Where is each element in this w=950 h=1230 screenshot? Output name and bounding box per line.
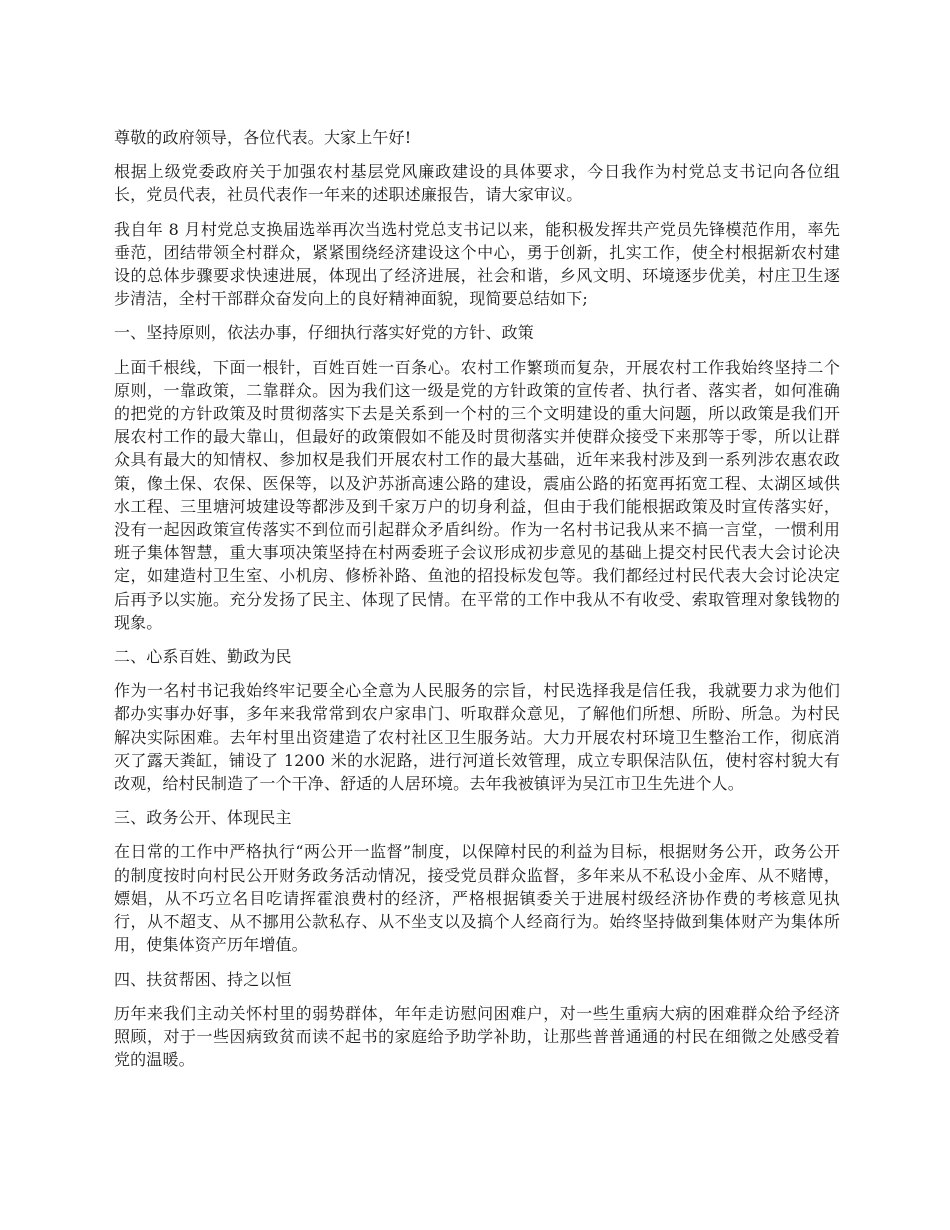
section-heading-principles: 一、坚持原则，依法办事，仔细执行落实好党的方针、政策: [114, 323, 534, 343]
transparency-paragraph: 在日常的工作中严格执行“两公开一监督”制度，以保障村民的利益为目标，根据财务公开，政务公开的制度按时向村民公开财务政务活动情况，接受党员群众监督，多年来从不私设小金库、从不赌博，嫖娼，从不巧立名目吃请挥霍浪费村的经济，严格根据镇委关于进展村级经济协作费的考核意见执行，从不超支、从不挪用公款私存、从不坐支以及搞个人经商行为。始终坚持做到集体财产为集体所用，使集体资产历年增值。: [114, 842, 840, 955]
greeting-paragraph: 尊敬的政府领导，各位代表。大家上午好!: [114, 128, 412, 147]
section-heading-people: 二、心系百姓、勤政为民: [114, 647, 292, 667]
people-paragraph: 作为一名村书记我始终牢记要全心全意为人民服务的宗旨，村民选择我是信任我，我就要力求为他们都办实事办好事，多年来我常常到农户家串门、听取群众意见，了解他们所想、所盼、所急。为村民解决实际困难。去年村里出资建造了农村社区卫生服务站。大力开展农村环境卫生整治工作，彻底消灭了露天粪缸，铺设了 1200 米的水泥路，进行河道长效管理，成立专职保洁队伍，使村容村貌大有改观，给村民制造了一个干净、舒适的人居环境。去年我被镇评为吴江市卫生先进个人。: [114, 681, 840, 794]
poverty-relief-paragraph: 历年来我们主动关怀村里的弱势群体，年年走访慰问困难户，对一些生重病大病的困难群众给予经济照顾，对于一些因病致贫而读不起书的家庭给予助学补助，让那些普普通通的村民在细微之处感受着党的温暖。: [114, 1003, 840, 1070]
section-heading-transparency: 三、政务公开、体现民主: [114, 808, 292, 828]
principles-paragraph: 上面千根线，下面一根针，百姓百姓一百条心。农村工作繁琐而复杂，开展农村工作我始终坚持二个原则，一靠政策，二靠群众。因为我们这一级是党的方针政策的宣传者、执行者、落实者，如何准确的把党的方针政策及时贯彻落实下去是关系到一个村的三个文明建设的重大问题，所以政策是我们开展农村工作的最大靠山，但最好的政策假如不能及时贯彻落实并使群众接受下来那等于零，所以让群众具有最大的知情权、参加权是我们开展农村工作的最大基础，近年来我村涉及到一系列涉农惠农政策，像土保、农保、医保等，以及沪苏浙高速公路的建设，震庙公路的拓宽再拓宽工程、太湖区域供水工程、三里塘河坡建设等都涉及到千家万户的切身利益，但由于我们能根据政策及时宣传落实好，没有一起因政策宣传落实不到位而引起群众矛盾纠纷。作为一名村书记我从来不搞一言堂，一惯利用班子集体智慧，重大事项决策坚持在村两委班子会议形成初步意见的基础上提交村民代表大会讨论决定，如建造村卫生室、小机房、修桥补路、鱼池的招投标发包等。我们都经过村民代表大会讨论决定后再予以实施。充分发扬了民主、体现了民情。在平常的工作中我从不有收受、索取管理对象钱物的现象。: [114, 357, 840, 632]
document-page: [114, 126, 840, 1082]
section-heading-poverty-relief: 四、扶贫帮困、持之以恒: [114, 969, 292, 989]
intro-paragraph: 根据上级党委政府关于加强农村基层党风廉政建设的具体要求，今日我作为村党总支书记向各位组长，党员代表，社员代表作一年来的述职述廉报告，请大家审议。: [114, 162, 840, 205]
summary-paragraph: 我自年 8 月村党总支换届选举再次当选村党总支书记以来，能积极发挥共产党员先锋模范作用，率先垂范，团结带领全村群众，紧紧围绕经济建设这个中心，勇于创新，扎实工作，使全村根据新农村建设的总体步骤要求快速进展，体现出了经济进展，社会和谐，乡风文明、环境逐步优美，村庄卫生逐步清洁，全村干部群众奋发向上的良好精神面貌，现简要总结如下;: [114, 219, 840, 309]
